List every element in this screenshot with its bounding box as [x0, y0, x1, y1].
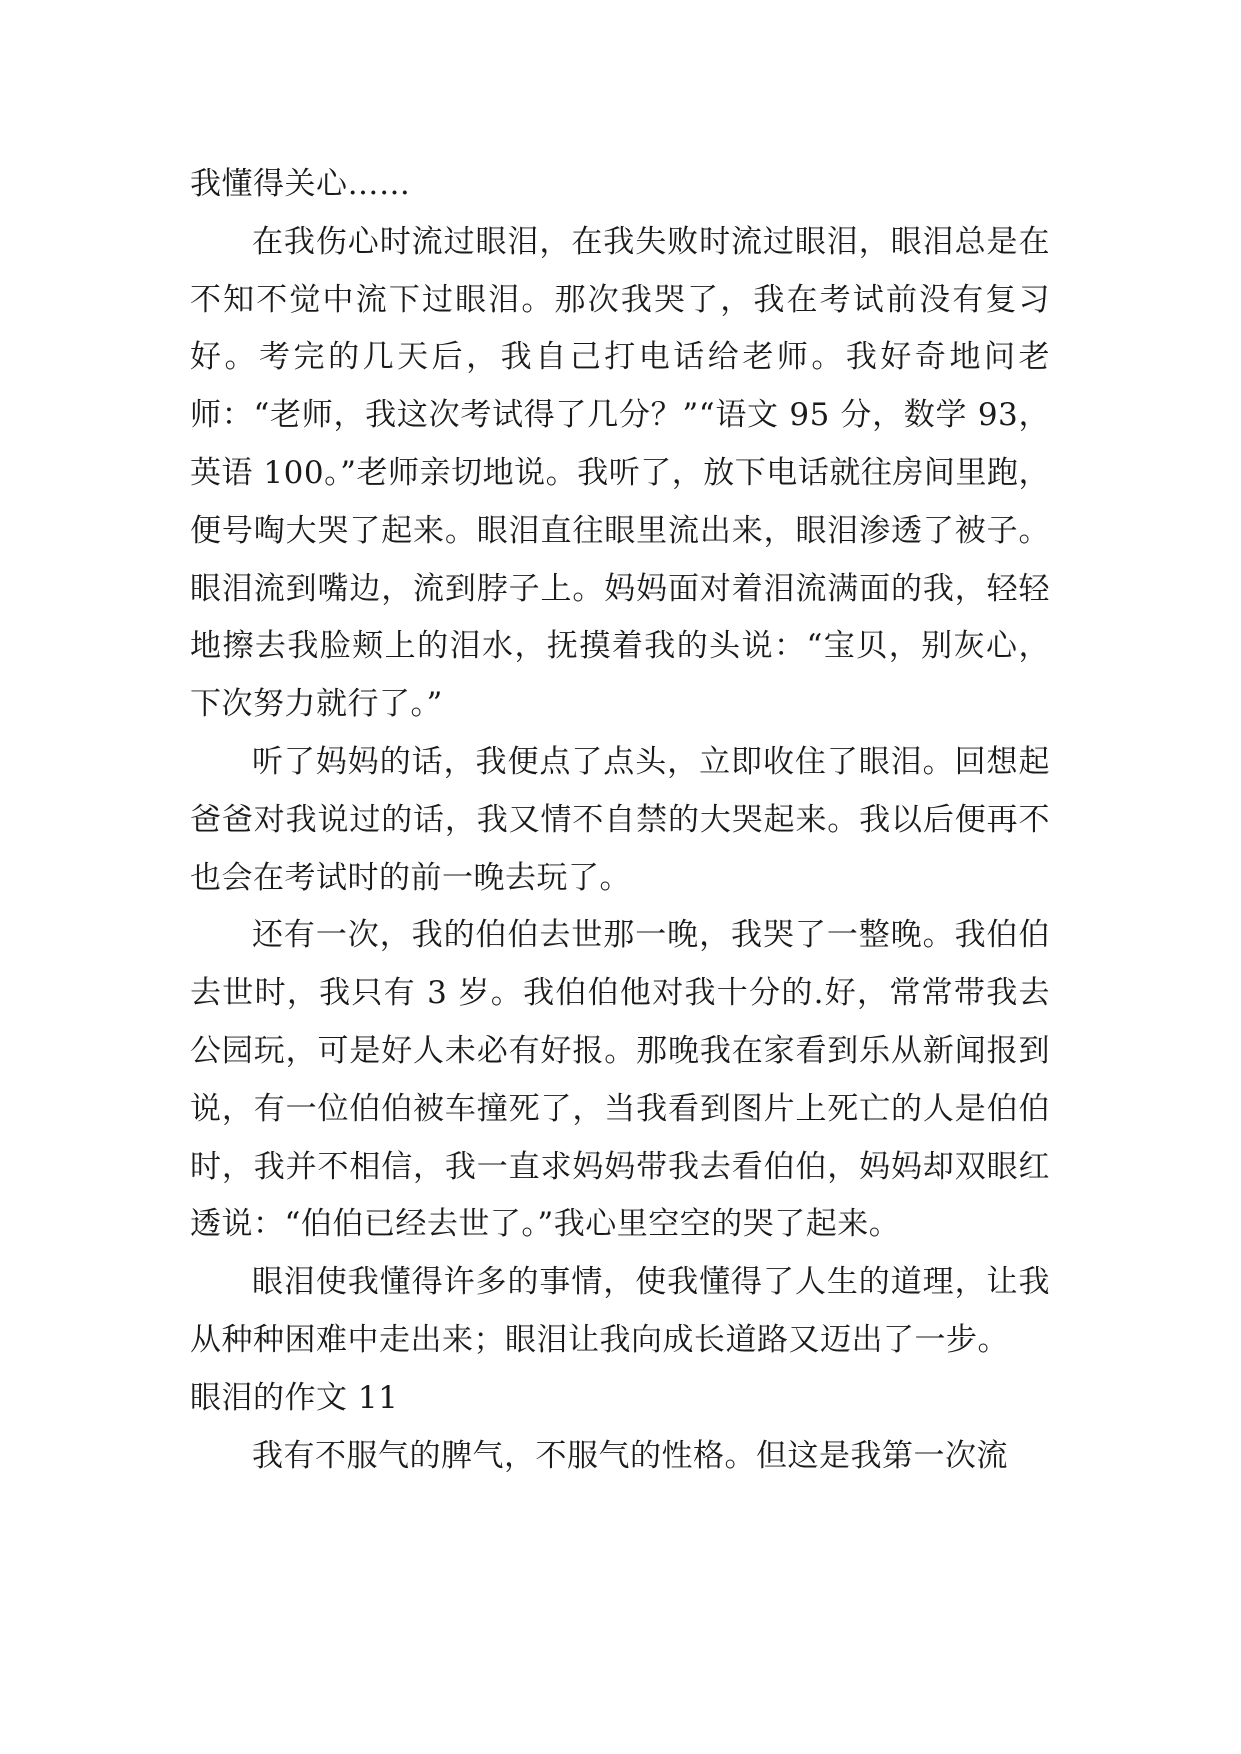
document-body: [190, 156, 1050, 1485]
paragraph-3: 还有一次，我的伯伯去世那一晚，我哭了一整晚。我伯伯去世时，我只有 3 岁。我伯伯他对我十分的.好，常常带我去公园玩，可是好人未必有好报。那晚我在家看到乐从新闻报到说，有一位伯伯被车撞死了，当我看到图片上死亡的人是伯伯时，我并不相信，我一直求妈妈带我去看伯伯，妈妈却双眼红透说：“伯伯已经去世了。”我心里空空的哭了起来。: [190, 917, 1050, 1243]
paragraph-6: 我有不服气的脾气，不服气的性格。但这是我第一次流: [252, 1437, 1008, 1474]
paragraph-0: 我懂得关心……: [190, 166, 411, 202]
paragraph-4: 眼泪使我懂得许多的事情，使我懂得了人生的道理，让我从种种困难中走出来；眼泪让我向成长道路又迈出了一步。: [190, 1264, 1050, 1358]
paragraph-1: 在我伤心时流过眼泪，在我失败时流过眼泪，眼泪总是在不知不觉中流下过眼泪。那次我哭了，我在考试前没有复习好。考完的几天后，我自己打电话给老师。我好奇地问老师：“老师，我这次考试得了几分？”“语文 95 分，数学 93，英语 100。”老师亲切地说。我听了，放下电话就往房间里跑，便号啕大哭了起来。眼泪直往眼里流出来，眼泪渗透了被子。眼泪流到嘴边，流到脖子上。妈妈面对着泪流满面的我，轻轻地擦去我脸颊上的泪水，抚摸着我的头说：“宝贝，别灰心，下次努力就行了。”: [190, 223, 1050, 723]
section-heading: 眼泪的作文 11: [190, 1379, 399, 1416]
paragraph-2: 听了妈妈的话，我便点了点头，立即收住了眼泪。回想起爸爸对我说过的话，我又情不自禁的大哭起来。我以后便再不也会在考试时的前一晚去玩了。: [190, 743, 1050, 896]
